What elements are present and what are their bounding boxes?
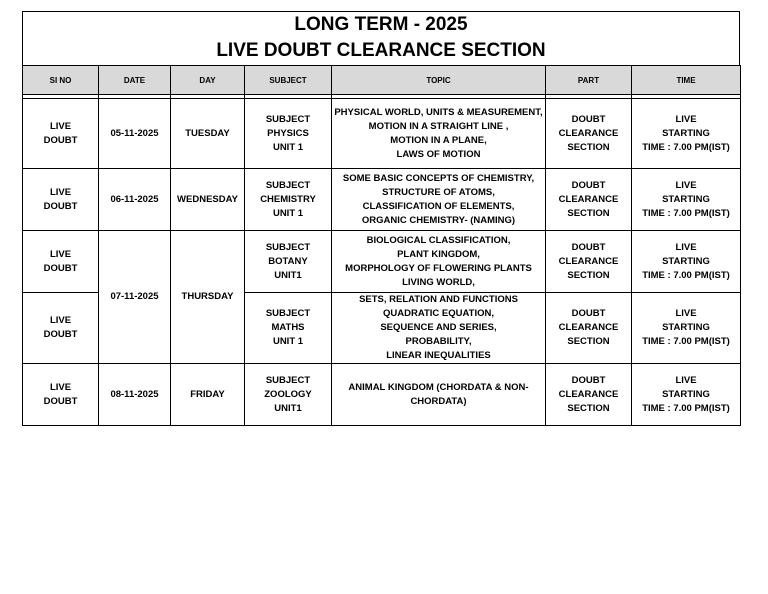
time-cell: LIVE STARTING TIME : 7.00 PM(IST) — [632, 293, 741, 364]
subject-cell: SUBJECT CHEMISTRY UNIT 1 — [245, 169, 332, 231]
header-row — [23, 66, 741, 95]
topic-cell: PHYSICAL WORLD, UNITS & MEASUREMENT, MOTION IN A STRAIGHT LINE , MOTION IN A PLANE, LAWS OF MOTION — [332, 99, 546, 169]
sino-cell: LIVE DOUBT — [23, 293, 99, 364]
day-cell: THURSDAY — [171, 231, 245, 364]
schedule-table — [22, 65, 741, 426]
part-cell: DOUBT CLEARANCE SECTION — [546, 293, 632, 364]
sino-cell: LIVE DOUBT — [23, 99, 99, 169]
part-cell: DOUBT CLEARANCE SECTION — [546, 169, 632, 231]
date-cell: 05-11-2025 — [99, 99, 171, 169]
table-row — [23, 169, 741, 231]
sino-cell: LIVE DOUBT — [23, 364, 99, 426]
part-cell: DOUBT CLEARANCE SECTION — [546, 99, 632, 169]
topic-cell: SETS, RELATION AND FUNCTIONS QUADRATIC EQUATION, SEQUENCE AND SERIES, PROBABILITY, LINEAR INEQUALITIES — [332, 293, 546, 364]
subject-cell: SUBJECT BOTANY UNIT1 — [245, 231, 332, 293]
header-subject: SUBJECT — [245, 66, 332, 95]
time-cell: LIVE STARTING TIME : 7.00 PM(IST) — [632, 231, 741, 293]
date-cell: 07-11-2025 — [99, 231, 171, 364]
date-cell: 06-11-2025 — [99, 169, 171, 231]
header-sino: SI NO — [23, 66, 99, 95]
subject-cell: SUBJECT ZOOLOGY UNIT1 — [245, 364, 332, 426]
time-cell: LIVE STARTING TIME : 7.00 PM(IST) — [632, 169, 741, 231]
header-day: DAY — [171, 66, 245, 95]
schedule-sheet — [22, 11, 740, 426]
topic-cell: ANIMAL KINGDOM (CHORDATA & NON- CHORDATA) — [332, 364, 546, 426]
time-cell: LIVE STARTING TIME : 7.00 PM(IST) — [632, 364, 741, 426]
subject-cell: SUBJECT PHYSICS UNIT 1 — [245, 99, 332, 169]
topic-cell: BIOLOGICAL CLASSIFICATION, PLANT KINGDOM, MORPHOLOGY OF FLOWERING PLANTS LIVING WORLD, — [332, 231, 546, 293]
sino-cell: LIVE DOUBT — [23, 231, 99, 293]
subject-cell: SUBJECT MATHS UNIT 1 — [245, 293, 332, 364]
header-part: PART — [546, 66, 632, 95]
part-cell: DOUBT CLEARANCE SECTION — [546, 231, 632, 293]
title-line-1: LONG TERM - 2025 — [294, 14, 468, 35]
table-row — [23, 364, 741, 426]
day-cell: FRIDAY — [171, 364, 245, 426]
title-line-2: LIVE DOUBT CLEARANCE SECTION — [216, 40, 546, 61]
topic-cell: SOME BASIC CONCEPTS OF CHEMISTRY, STRUCTURE OF ATOMS, CLASSIFICATION OF ELEMENTS, ORGANIC CHEMISTRY- (NAMING) — [332, 169, 546, 231]
sino-cell: LIVE DOUBT — [23, 169, 99, 231]
day-cell: TUESDAY — [171, 99, 245, 169]
header-date: DATE — [99, 66, 171, 95]
day-cell: WEDNESDAY — [171, 169, 245, 231]
date-cell: 08-11-2025 — [99, 364, 171, 426]
part-cell: DOUBT CLEARANCE SECTION — [546, 364, 632, 426]
time-cell: LIVE STARTING TIME : 7.00 PM(IST) — [632, 99, 741, 169]
header-time: TIME — [632, 66, 741, 95]
table-row — [23, 99, 741, 169]
title-box — [22, 11, 740, 65]
header-topic: TOPIC — [332, 66, 546, 95]
table-row — [23, 231, 741, 293]
